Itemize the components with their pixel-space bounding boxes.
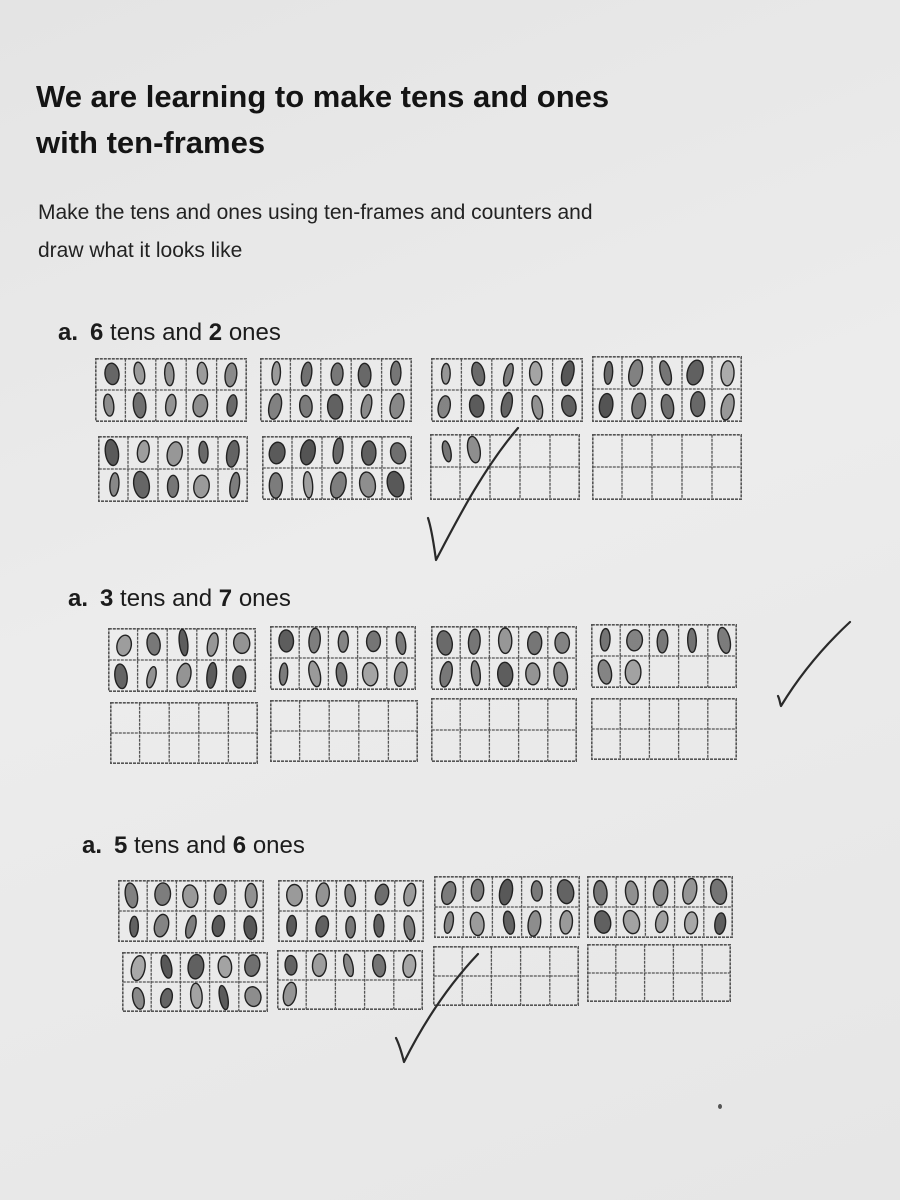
pencil-counter-icon — [104, 363, 120, 386]
pencil-counter-icon — [502, 910, 516, 935]
ten-frame — [260, 358, 412, 422]
question-2-tens-value: 3 — [100, 585, 114, 612]
pencil-counter-icon — [436, 395, 452, 419]
pencil-counter-icon — [498, 628, 512, 654]
pencil-counter-icon — [395, 631, 407, 655]
pencil-counter-icon — [164, 394, 177, 417]
pencil-counter-icon — [389, 441, 408, 465]
pencil-counter-icon — [604, 361, 614, 384]
pencil-counter-icon — [224, 362, 238, 387]
ten-frame — [587, 876, 733, 938]
pencil-counter-icon — [362, 662, 379, 686]
pencil-counter-icon — [211, 915, 226, 937]
pencil-counter-icon — [653, 880, 669, 906]
pencil-counter-icon — [184, 914, 199, 939]
pencil-counter-icon — [502, 363, 516, 387]
pencil-counter-icon — [129, 955, 147, 982]
pencil-counter-icon — [281, 981, 298, 1007]
question-2-ones-word: ones — [238, 585, 291, 612]
question-1-tens-word: tens and — [110, 319, 203, 346]
ten-frame — [270, 700, 418, 762]
pencil-counter-icon — [385, 470, 406, 499]
pencil-counter-icon — [303, 471, 314, 498]
pencil-counter-icon — [178, 629, 189, 656]
pencil-counter-icon — [218, 956, 233, 978]
pencil-counter-icon — [175, 662, 193, 688]
pencil-counter-icon — [529, 361, 542, 385]
title-line-2: with ten-frames — [36, 125, 266, 160]
pencil-counter-icon — [708, 878, 728, 906]
pencil-counter-icon — [527, 631, 542, 655]
pencil-counter-icon — [267, 393, 284, 421]
instructions — [38, 194, 738, 270]
pencil-counter-icon — [721, 361, 735, 387]
pencil-counter-icon — [335, 662, 348, 687]
pencil-counter-icon — [358, 363, 371, 387]
pencil-counter-icon — [332, 438, 344, 464]
pencil-counter-icon — [714, 912, 727, 935]
pencil-counter-icon — [331, 363, 344, 386]
question-3-tens-value: 5 — [114, 832, 128, 859]
teacher-tick-icon — [392, 950, 482, 1066]
pencil-counter-icon — [468, 394, 484, 417]
pencil-counter-icon — [307, 660, 323, 688]
pencil-counter-icon — [626, 629, 643, 651]
pencil-counter-icon — [269, 473, 282, 498]
ten-frame — [592, 434, 742, 500]
pencil-counter-icon — [285, 955, 298, 975]
pencil-counter-icon — [300, 362, 313, 387]
pencil-counter-icon — [159, 954, 174, 979]
pencil-counter-icon — [593, 880, 608, 905]
pencil-counter-icon — [657, 630, 668, 654]
pencil-counter-icon — [598, 393, 614, 418]
pencil-counter-icon — [130, 916, 139, 937]
pencil-counter-icon — [243, 954, 261, 978]
question-3-prompt — [82, 831, 305, 861]
pencil-counter-icon — [123, 882, 139, 909]
pencil-counter-icon — [471, 879, 484, 901]
pencil-counter-icon — [402, 882, 417, 907]
pencil-counter-icon — [213, 883, 228, 905]
pencil-counter-icon — [299, 395, 313, 417]
pencil-counter-icon — [690, 391, 705, 416]
ten-frame — [95, 358, 247, 422]
pencil-counter-icon — [441, 363, 450, 384]
pencil-counter-icon — [338, 631, 349, 653]
pencil-counter-icon — [530, 395, 544, 420]
pencil-counter-icon — [596, 659, 613, 685]
instructions-line-1: Make the tens and ones using ten-frames and counters and — [38, 201, 593, 224]
pencil-counter-icon — [372, 954, 387, 978]
pencil-counter-icon — [556, 879, 576, 905]
pencil-counter-icon — [344, 884, 357, 907]
ten-frame — [431, 626, 577, 690]
pencil-counter-icon — [165, 441, 184, 467]
pencil-counter-icon — [164, 362, 174, 386]
teacher-tick-icon — [424, 426, 524, 566]
pencil-counter-icon — [359, 394, 373, 419]
pencil-counter-icon — [593, 909, 613, 934]
ten-frame — [118, 880, 264, 942]
pencil-counter-icon — [560, 394, 578, 417]
pencil-counter-icon — [342, 953, 355, 977]
question-2-tens-word: tens and — [120, 585, 213, 612]
pencil-counter-icon — [559, 910, 573, 934]
pencil-counter-icon — [403, 915, 416, 940]
pencil-counter-icon — [199, 441, 209, 463]
ten-frame — [262, 436, 412, 500]
pencil-counter-icon — [279, 630, 294, 652]
pencil-counter-icon — [268, 441, 287, 465]
pencil-counter-icon — [358, 471, 377, 498]
pencil-counter-icon — [226, 394, 239, 417]
pencil-counter-icon — [243, 985, 262, 1008]
pencil-counter-icon — [469, 912, 484, 936]
paper-speck — [718, 1104, 722, 1109]
pencil-counter-icon — [443, 911, 455, 934]
pencil-counter-icon — [182, 884, 199, 908]
question-2-prompt — [68, 584, 291, 614]
ten-frame — [110, 702, 258, 764]
pencil-counter-icon — [206, 632, 220, 657]
worksheet-title — [36, 74, 736, 166]
question-3-letter: a. — [82, 832, 103, 859]
pencil-counter-icon — [159, 987, 174, 1008]
pencil-counter-icon — [145, 666, 158, 689]
pencil-counter-icon — [681, 877, 699, 905]
pencil-counter-icon — [233, 632, 251, 654]
pencil-counter-icon — [286, 915, 297, 936]
pencil-counter-icon — [373, 883, 390, 906]
pencil-counter-icon — [312, 953, 327, 977]
pencil-counter-icon — [308, 628, 321, 654]
pencil-counter-icon — [531, 881, 543, 902]
pencil-counter-icon — [287, 884, 303, 906]
question-1-ones-word: ones — [228, 319, 281, 346]
ten-frame — [122, 952, 268, 1012]
pencil-counter-icon — [206, 662, 218, 689]
ten-frame — [434, 876, 580, 938]
ten-frame — [587, 944, 731, 1002]
pencil-counter-icon — [328, 471, 348, 500]
question-3-ones-value: 6 — [232, 832, 247, 859]
pencil-counter-icon — [374, 914, 385, 937]
pencil-counter-icon — [114, 663, 129, 689]
question-2-ones-value: 7 — [218, 585, 233, 612]
pencil-counter-icon — [436, 630, 454, 656]
pencil-counter-icon — [115, 634, 133, 657]
pencil-counter-icon — [299, 439, 318, 466]
ten-frame — [591, 698, 737, 760]
pencil-counter-icon — [192, 394, 209, 418]
pencil-counter-icon — [468, 629, 481, 655]
ten-frame — [592, 356, 742, 422]
pencil-counter-icon — [630, 392, 647, 419]
pencil-counter-icon — [217, 985, 230, 1010]
pencil-counter-icon — [687, 628, 696, 652]
pencil-counter-icon — [660, 394, 675, 420]
pencil-counter-icon — [624, 880, 639, 905]
pencil-counter-icon — [684, 911, 699, 934]
pencil-counter-icon — [271, 361, 281, 385]
pencil-counter-icon — [109, 473, 119, 497]
pencil-counter-icon — [225, 440, 241, 468]
pencil-counter-icon — [625, 660, 641, 685]
pencil-counter-icon — [131, 987, 146, 1011]
pencil-counter-icon — [555, 632, 570, 653]
pencil-counter-icon — [132, 470, 151, 499]
question-3-tens-word: tens and — [134, 832, 227, 859]
ten-frame — [108, 628, 256, 692]
pencil-counter-icon — [228, 472, 241, 499]
pencil-counter-icon — [559, 360, 576, 387]
pencil-counter-icon — [167, 475, 178, 497]
pencil-counter-icon — [136, 440, 150, 463]
ten-frame — [98, 436, 248, 502]
pencil-counter-icon — [187, 954, 205, 980]
question-1-letter: a. — [58, 319, 79, 346]
pencil-counter-icon — [719, 393, 736, 421]
pencil-counter-icon — [499, 392, 514, 419]
pencil-counter-icon — [498, 878, 515, 906]
pencil-counter-icon — [196, 362, 208, 385]
pencil-counter-icon — [133, 361, 147, 384]
pencil-counter-icon — [279, 663, 289, 686]
pencil-counter-icon — [190, 983, 203, 1009]
pencil-counter-icon — [388, 392, 406, 419]
pencil-counter-icon — [527, 910, 543, 937]
pencil-counter-icon — [154, 883, 171, 906]
pencil-counter-icon — [366, 631, 381, 652]
question-2-letter: a. — [68, 585, 89, 612]
pencil-counter-icon — [243, 915, 258, 939]
pencil-counter-icon — [552, 661, 570, 687]
ten-frame — [591, 624, 737, 688]
pencil-counter-icon — [346, 916, 356, 937]
question-3-ones-word: ones — [252, 832, 305, 859]
title-line-1: We are learning to make tens and ones — [36, 79, 610, 114]
pencil-counter-icon — [658, 360, 674, 387]
pencil-counter-icon — [393, 661, 409, 687]
pencil-counter-icon — [132, 392, 147, 418]
ten-frame — [431, 698, 577, 762]
pencil-counter-icon — [152, 913, 171, 938]
pencil-counter-icon — [390, 361, 401, 385]
ten-frame — [270, 626, 416, 690]
pencil-counter-icon — [315, 882, 330, 907]
pencil-counter-icon — [654, 910, 670, 934]
pencil-counter-icon — [439, 880, 457, 906]
pencil-counter-icon — [684, 358, 705, 386]
pencil-counter-icon — [314, 915, 330, 938]
ten-frame — [278, 880, 424, 942]
ten-frame — [431, 358, 583, 422]
pencil-counter-icon — [104, 439, 120, 467]
pencil-counter-icon — [497, 662, 513, 687]
question-1-ones-value: 2 — [208, 319, 223, 346]
pencil-counter-icon — [146, 632, 162, 656]
pencil-counter-icon — [525, 663, 540, 685]
pencil-counter-icon — [245, 883, 257, 907]
pencil-counter-icon — [627, 359, 645, 388]
pencil-counter-icon — [600, 628, 611, 651]
question-1-tens-value: 6 — [90, 319, 104, 346]
question-1-prompt — [58, 318, 281, 348]
pencil-counter-icon — [103, 394, 115, 417]
pencil-counter-icon — [470, 660, 481, 686]
pencil-counter-icon — [361, 441, 376, 466]
pencil-counter-icon — [621, 909, 642, 935]
teacher-tick-icon — [774, 618, 854, 710]
pencil-counter-icon — [193, 474, 211, 498]
pencil-counter-icon — [327, 394, 343, 419]
pencil-counter-icon — [470, 361, 487, 387]
pencil-counter-icon — [232, 666, 246, 688]
instructions-line-2: draw what it looks like — [38, 239, 243, 262]
pencil-counter-icon — [438, 661, 454, 689]
pencil-counter-icon — [716, 626, 733, 654]
